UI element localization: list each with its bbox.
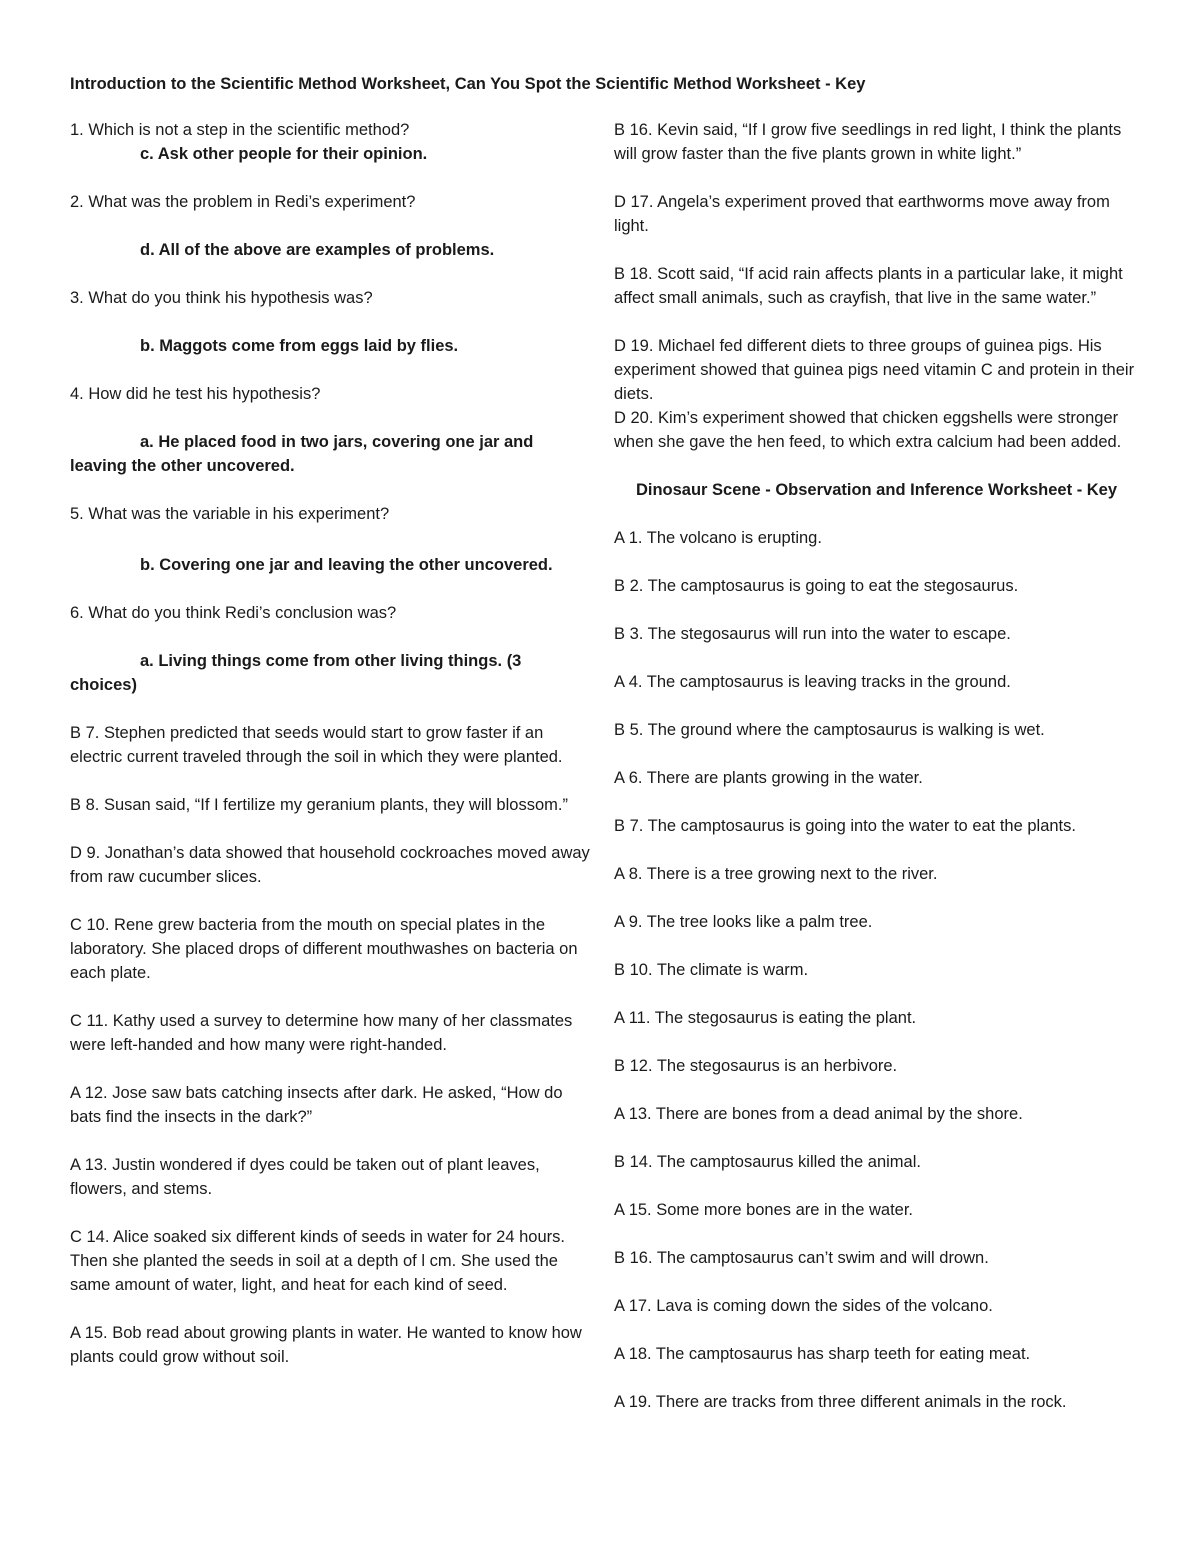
- dinosaur-item: [614, 1294, 1139, 1318]
- answer-letter: A: [614, 1345, 625, 1363]
- dinosaur-item: [614, 910, 1139, 934]
- dinosaur-item: [614, 814, 1139, 838]
- statement-item: [70, 1081, 590, 1129]
- statement-item: [614, 190, 1139, 238]
- answer-letter: A: [614, 769, 625, 787]
- statement-item: [614, 334, 1139, 406]
- answer-2: d. All of the above are examples of problems.: [140, 241, 495, 259]
- statement-item: [70, 1321, 590, 1369]
- item-text: 12. Jose saw bats catching insects after dark. He asked, “How do bats find the insects in the dark?”: [70, 1084, 563, 1126]
- item-text: 16. Kevin said, “If I grow five seedlings in red light, I think the plants will grow faster than the five plants grown in white light.”: [614, 121, 1122, 163]
- item-text: 15. Some more bones are in the water.: [624, 1201, 914, 1219]
- answer-letter: A: [70, 1084, 81, 1102]
- right-column: [614, 118, 1139, 1414]
- item-text: 6. There are plants growing in the water.: [624, 769, 923, 787]
- dinosaur-item: [614, 1198, 1139, 1222]
- statement-item: [614, 262, 1139, 310]
- dinosaur-item: [614, 958, 1139, 982]
- dinosaur-item: [614, 862, 1139, 886]
- item-text: 13. Justin wondered if dyes could be taken out of plant leaves, flowers, and stems.: [70, 1156, 540, 1198]
- item-text: 4. The camptosaurus is leaving tracks in the ground.: [624, 673, 1011, 691]
- statement-item: [70, 913, 590, 985]
- dinosaur-item: [614, 1006, 1139, 1030]
- item-text: 20. Kim’s experiment showed that chicken eggshells were stronger when she gave the hen feed, to which extra calcium had been added.: [614, 409, 1122, 451]
- item-text: 17. Angela’s experiment proved that earthworms move away from light.: [614, 193, 1110, 235]
- item-text: 7. Stephen predicted that seeds would start to grow faster if an electric current traveled through the soil in which they were planted.: [70, 724, 563, 766]
- answer-letter: B: [614, 121, 626, 139]
- item-text: 10. The climate is warm.: [625, 961, 809, 979]
- statement-item: [614, 406, 1139, 454]
- item-text: 18. The camptosaurus has sharp teeth for eating meat.: [624, 1345, 1031, 1363]
- item-text: 1. The volcano is erupting.: [624, 529, 822, 547]
- answer-letter: A: [70, 1156, 81, 1174]
- answer-letter: B: [614, 1153, 626, 1171]
- question-5: 5. What was the variable in his experiment?: [70, 505, 390, 523]
- question-1: 1. Which is not a step in the scientific method?: [70, 121, 410, 139]
- item-text: 14. Alice soaked six different kinds of seeds in water for 24 hours. Then she planted the seeds in soil at a depth of l cm. She used the same amount of water, light, and heat for each kind of seed.: [70, 1228, 565, 1294]
- statement-item: [70, 1225, 590, 1297]
- answer-letter: A: [614, 529, 625, 547]
- answer-letter: B: [614, 265, 626, 283]
- answer-letter: A: [614, 1105, 625, 1123]
- answer-letter: D: [614, 409, 626, 427]
- answer-letter: B: [614, 577, 626, 595]
- answer-4: a. He placed food in two jars, covering one jar and leaving the other uncovered.: [70, 433, 534, 475]
- dinosaur-item: [614, 526, 1139, 550]
- answer-letter: C: [70, 1012, 82, 1030]
- item-text: 8. Susan said, “If I fertilize my geranium plants, they will blossom.”: [81, 796, 568, 814]
- item-text: 3. The stegosaurus will run into the water to escape.: [625, 625, 1011, 643]
- answer-letter: B: [614, 817, 626, 835]
- question-3: 3. What do you think his hypothesis was?: [70, 289, 373, 307]
- dinosaur-item: [614, 718, 1139, 742]
- item-text: 2. The camptosaurus is going to eat the stegosaurus.: [625, 577, 1019, 595]
- answer-letter: A: [614, 1393, 625, 1411]
- statement-item: [70, 721, 590, 769]
- answer-letter: B: [614, 721, 626, 739]
- dinosaur-item: [614, 1390, 1139, 1414]
- dinosaur-item: [614, 622, 1139, 646]
- item-text: 5. The ground where the camptosaurus is walking is wet.: [625, 721, 1045, 739]
- answer-3: b. Maggots come from eggs laid by flies.: [140, 337, 459, 355]
- answer-letter: B: [70, 796, 82, 814]
- item-text: 19. Michael fed different diets to three groups of guinea pigs. His experiment showed that guinea pigs need vitamin C and protein in their diets.: [614, 337, 1135, 403]
- item-text: 16. The camptosaurus can’t swim and will drown.: [625, 1249, 989, 1267]
- statement-item: [70, 1009, 590, 1057]
- question-6: 6. What do you think Redi’s conclusion was?: [70, 604, 397, 622]
- answer-letter: A: [614, 673, 625, 691]
- answer-letter: D: [70, 844, 82, 862]
- answer-letter: A: [614, 865, 625, 883]
- left-column: [70, 118, 590, 1369]
- item-text: 7. The camptosaurus is going into the water to eat the plants.: [625, 817, 1076, 835]
- dinosaur-item: [614, 1342, 1139, 1366]
- item-text: 12. The stegosaurus is an herbivore.: [625, 1057, 898, 1075]
- answer-letter: B: [614, 1057, 626, 1075]
- item-text: 19. There are tracks from three different animals in the rock.: [624, 1393, 1067, 1411]
- answer-letter: B: [614, 625, 626, 643]
- statement-item: [70, 841, 590, 889]
- dinosaur-item: [614, 1150, 1139, 1174]
- left-items-list: [70, 721, 590, 1369]
- answer-letter: B: [70, 724, 82, 742]
- dinosaur-item: [614, 1102, 1139, 1126]
- dinosaur-item: [614, 1246, 1139, 1270]
- item-text: 11. Kathy used a survey to determine how many of her classmates were left-handed and how many were right-handed.: [70, 1012, 573, 1054]
- item-text: 13. There are bones from a dead animal by the shore.: [624, 1105, 1023, 1123]
- answer-letter: C: [70, 916, 82, 934]
- answer-6: a. Living things come from other living things. (3 choices): [70, 652, 522, 694]
- answer-letter: D: [614, 193, 626, 211]
- dinosaur-item: [614, 1054, 1139, 1078]
- item-text: 9. The tree looks like a palm tree.: [624, 913, 873, 931]
- answer-letter: C: [70, 1228, 82, 1246]
- answer-letter: A: [614, 1297, 625, 1315]
- answer-letter: B: [614, 961, 626, 979]
- item-text: 8. There is a tree growing next to the river.: [624, 865, 938, 883]
- answer-letter: A: [70, 1324, 81, 1342]
- dinosaur-item: [614, 574, 1139, 598]
- dinosaur-item: [614, 670, 1139, 694]
- question-2: 2. What was the problem in Redi’s experiment?: [70, 193, 416, 211]
- answer-letter: A: [614, 1201, 625, 1219]
- answer-5: b. Covering one jar and leaving the other uncovered.: [140, 556, 553, 574]
- answer-letter: D: [614, 337, 626, 355]
- page-title: Introduction to the Scientific Method Worksheet, Can You Spot the Scientific Method Worksheet - Key: [70, 75, 866, 93]
- dinosaur-item: [614, 766, 1139, 790]
- answer-letter: A: [614, 913, 625, 931]
- item-text: 10. Rene grew bacteria from the mouth on special plates in the laboratory. She placed drops of different mouthwashes on bacteria on each plate.: [70, 916, 578, 982]
- answer-letter: A: [614, 1009, 625, 1027]
- dinosaur-section-heading: Dinosaur Scene - Observation and Inference Worksheet - Key: [635, 481, 1118, 499]
- item-text: 17. Lava is coming down the sides of the volcano.: [624, 1297, 993, 1315]
- answer-letter: B: [614, 1249, 626, 1267]
- item-text: 15. Bob read about growing plants in water. He wanted to know how plants could grow without soil.: [70, 1324, 582, 1366]
- question-4: 4. How did he test his hypothesis?: [70, 385, 321, 403]
- item-text: 18. Scott said, “If acid rain affects plants in a particular lake, it might affect small animals, such as crayfish, that live in the same water.”: [614, 265, 1123, 307]
- dinosaur-items-list: [614, 526, 1139, 1414]
- statement-item: [70, 793, 590, 817]
- item-text: 14. The camptosaurus killed the animal.: [625, 1153, 921, 1171]
- answer-1: c. Ask other people for their opinion.: [140, 145, 428, 163]
- right-items-list: [614, 118, 1139, 454]
- statement-item: [614, 118, 1139, 166]
- statement-item: [70, 1153, 590, 1201]
- item-text: 9. Jonathan’s data showed that household cockroaches moved away from raw cucumber slices.: [70, 844, 590, 886]
- item-text: 11. The stegosaurus is eating the plant.: [624, 1009, 917, 1027]
